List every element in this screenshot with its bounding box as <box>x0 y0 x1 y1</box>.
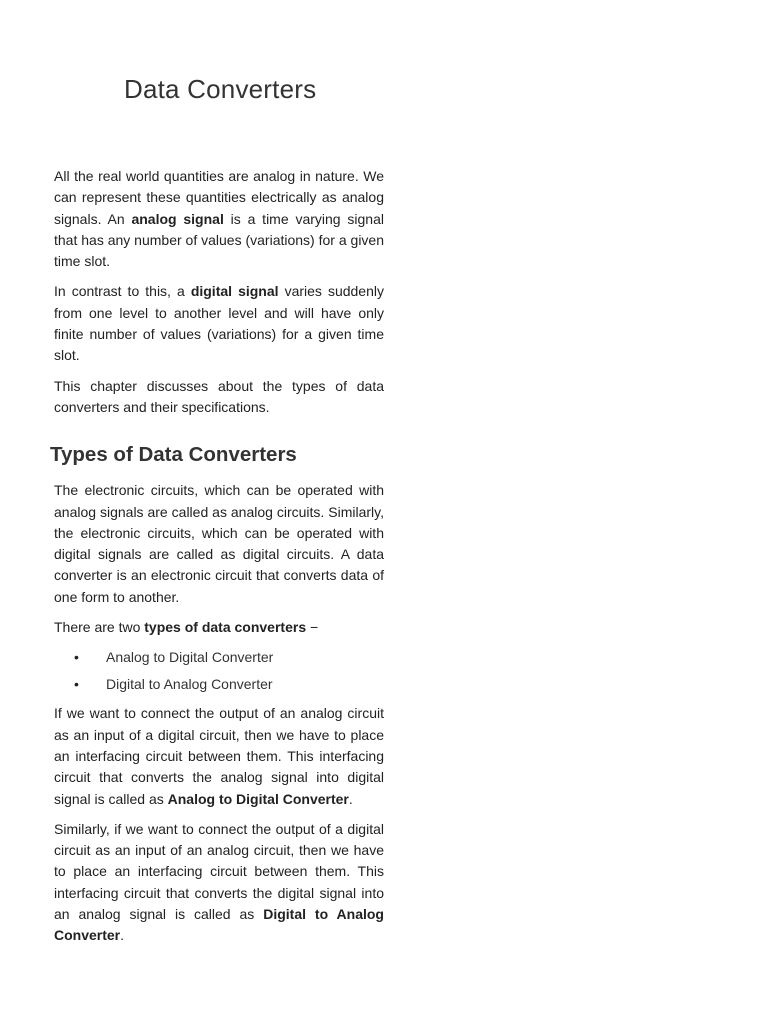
text-run: . <box>348 790 353 807</box>
list-item-label: Analog to Digital Converter <box>106 649 274 666</box>
text-run: All the real world quantities are analog in nature. We can represent these quantities electrically as analog signals. An <box>54 168 384 227</box>
intro-paragraph-2 <box>54 281 384 366</box>
intro-paragraph-1 <box>54 166 384 272</box>
types-paragraph-1: The electronic circuits, which can be operated with analog signals are called as analog circuits. Similarly, the electronic circuits, which can be operated with digital signals are called as digital circuits. A data converter is an electronic circuit that converts data of one form to another. <box>54 482 384 605</box>
text-run: varies suddenly from one level to another level and will have only finite number of values (variations) for a given time slot. <box>54 283 384 364</box>
text-run: Similarly, if we want to connect the output of a digital circuit as an input of an analog circuit, then we have to place an interfacing circuit between them. This interfacing circuit that converts the digital signal into an analog signal is called as <box>54 820 384 923</box>
types-paragraph-3 <box>54 703 384 809</box>
term-digital-signal: digital signal <box>190 283 279 300</box>
list-item <box>54 647 384 668</box>
term-analog-signal: analog signal <box>131 210 224 227</box>
bullet-icon: • <box>74 649 79 666</box>
intro-paragraph-3: This chapter discusses about the types of data converters and their specifications. <box>54 377 384 415</box>
text-run: − <box>306 619 319 636</box>
term-types-of-data-converters: types of data converters <box>144 619 307 636</box>
text-run: is a time varying signal that has any number of values (variations) for a given time slot. <box>54 210 384 270</box>
text-run: If we want to connect the output of an analog circuit as an input of a digital circuit, then we have to place an interfacing circuit between them. This interfacing circuit that converts the analog signal into digital signal is called as <box>54 705 384 807</box>
converter-types-list <box>54 647 384 695</box>
list-item <box>54 674 384 695</box>
text-run: . <box>120 927 125 944</box>
article-body <box>50 166 384 956</box>
section-heading-types: Types of Data Converters <box>50 443 297 467</box>
text-run: In contrast to this, a <box>54 283 191 300</box>
term-digital-to-analog-converter: Digital to Analog Converter <box>54 906 384 944</box>
bullet-icon: • <box>74 676 79 693</box>
types-paragraph-2 <box>54 617 384 638</box>
list-item-label: Digital to Analog Converter <box>106 676 273 693</box>
text-run: There are two <box>54 619 145 636</box>
term-analog-to-digital-converter: Analog to Digital Converter <box>167 790 349 807</box>
page-title: Data Converters <box>124 74 317 104</box>
types-paragraph-4 <box>54 819 384 947</box>
